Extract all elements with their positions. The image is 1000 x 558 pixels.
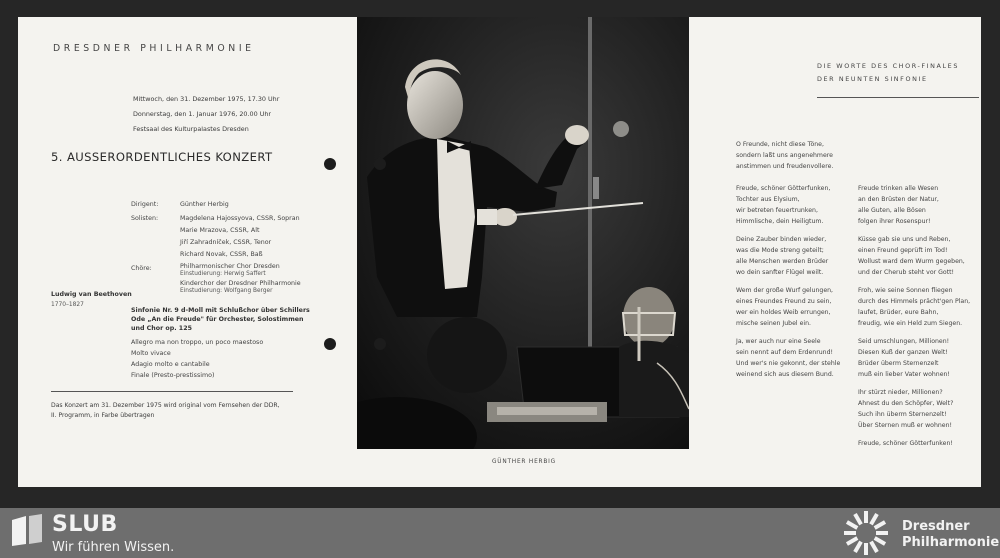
punch-hole xyxy=(374,158,386,170)
lyrics-heading-line-1: DIE WORTE DES CHOR-FINALES xyxy=(817,62,959,70)
philharmonie-wordmark-line-2[interactable]: Philharmonie xyxy=(902,535,1000,550)
movement-4: Finale (Presto-prestissimo) xyxy=(131,372,215,379)
divider-rule xyxy=(51,391,293,392)
work-title-line-1: Sinfonie Nr. 9 d-Moll mit Schlußchor über Schillers xyxy=(131,307,310,314)
right-stanza-3: Froh, wie seine Sonnen fliegen durch des Himmels prächt'gen Plan, laufet, Brüder, eure Bahn, freudig, wie ein Held zum Siegen. xyxy=(858,287,971,327)
broadcast-note-line-1: Das Konzert am 31. Dezember 1975 wird original vom Fernsehen der DDR, xyxy=(51,402,280,409)
heading-rule xyxy=(817,97,979,98)
broadcast-note-line-2: II. Programm, in Farbe übertragen xyxy=(51,412,155,419)
movement-3: Adagio molto e cantabile xyxy=(131,361,210,368)
punch-hole xyxy=(324,338,336,350)
soloists-label: Solisten: xyxy=(131,215,159,222)
conductor-photo-illustration xyxy=(357,17,689,449)
conductor-label: Dirigent: xyxy=(131,201,159,208)
left-stanza-2: Deine Zauber binden wieder, was die Mode streng geteilt; alle Menschen werden Brüder wo dein sanfter Flügel weilt. xyxy=(736,236,829,276)
left-stanza-1: Freude, schöner Götterfunken, Tochter aus Elysium, wir betreten feuertrunken, Himmlische, dein Heiligtum. xyxy=(736,185,831,225)
conductor-photo xyxy=(357,17,689,449)
composer-years: 1770–1827 xyxy=(51,302,84,308)
slub-tagline: Wir führen Wissen. xyxy=(52,540,175,555)
choir-2-director: Einstudierung: Wolfgang Berger xyxy=(180,288,273,294)
orchestra-title: DRESDNER PHILHARMONIE xyxy=(53,43,255,54)
left-stanza-3: Wem der große Wurf gelungen, eines Freundes Freund zu sein, wer ein holdes Weib errungen, mische seinen Jubel ein. xyxy=(736,287,834,327)
right-stanza-6: Freude, schöner Götterfunken! xyxy=(858,440,953,447)
right-stanza-1: Freude trinken alle Wesen an den Brüsten der Natur, alle Guten, alle Bösen folgen ihrer Rosenspur! xyxy=(858,185,939,225)
philharmonie-logo-icon[interactable] xyxy=(842,511,890,555)
conductor-name: Günther Herbig xyxy=(180,201,229,208)
photo-caption: GÜNTHER HERBIG xyxy=(492,459,556,465)
concert-venue: Festsaal des Kulturpalastes Dresden xyxy=(133,125,249,133)
philharmonie-wordmark-line-1[interactable]: Dresdner xyxy=(902,519,970,534)
slub-logo-icon[interactable] xyxy=(10,512,44,548)
choir-1: Philharmonischer Chor Dresden xyxy=(180,263,280,270)
soloist-4: Richard Novak, CSSR, Baß xyxy=(180,251,263,258)
concert-title: 5. AUSSERORDENTLICHES KONZERT xyxy=(51,150,273,164)
choir-1-director: Einstudierung: Herwig Saffert xyxy=(180,271,266,277)
soloist-2: Marie Mrazova, CSSR, Alt xyxy=(180,227,260,234)
composer-name: Ludwig van Beethoven xyxy=(51,291,132,298)
punch-hole xyxy=(374,338,386,350)
soloist-3: Jiří Zahradníček, CSSR, Tenor xyxy=(180,239,272,246)
movement-2: Molto vivace xyxy=(131,350,171,357)
concert-date-1: Mittwoch, den 31. Dezember 1975, 17.30 Uhr xyxy=(133,95,280,103)
soloist-1: Magdelena Hajossyova, CSSR, Sopran xyxy=(180,215,300,222)
intro-stanza: O Freunde, nicht diese Töne, sondern laßt uns angenehmere anstimmen und freudenvollere. xyxy=(736,141,834,170)
slub-wordmark[interactable]: SLUB xyxy=(52,512,118,537)
left-stanza-4: Ja, wer auch nur eine Seele sein nennt auf dem Erdenrund! Und wer's nie gekonnt, der stehle weinend sich aus diesem Bund. xyxy=(736,338,841,378)
movement-1: Allegro ma non troppo, un poco maestoso xyxy=(131,339,264,346)
right-stanza-2: Küsse gab sie uns und Reben, einen Freund geprüft im Tod! Wollust ward dem Wurm gegeben, und der Cherub steht vor Gott! xyxy=(858,236,965,276)
lyrics-heading-line-2: DER NEUNTEN SINFONIE xyxy=(817,75,928,83)
choirs-label: Chöre: xyxy=(131,265,152,272)
concert-date-2: Donnerstag, den 1. Januar 1976, 20.00 Uhr xyxy=(133,110,272,118)
right-stanza-4: Seid umschlungen, Millionen! Diesen Kuß der ganzen Welt! Brüder überm Sternenzelt muß ein lieber Vater wohnen! xyxy=(858,338,950,378)
work-title-line-3: und Chor op. 125 xyxy=(131,325,192,332)
punch-hole xyxy=(324,158,336,170)
work-title-line-2: Ode „An die Freude" für Orchester, Solostimmen xyxy=(131,316,304,323)
choir-2: Kinderchor der Dresdner Philharmonie xyxy=(180,280,301,287)
right-stanza-5: Ihr stürzt nieder, Millionen? Ahnest du den Schöpfer, Welt? Such ihn überm Sternenzelt! Über Sternen muß er wohnen! xyxy=(858,389,954,429)
